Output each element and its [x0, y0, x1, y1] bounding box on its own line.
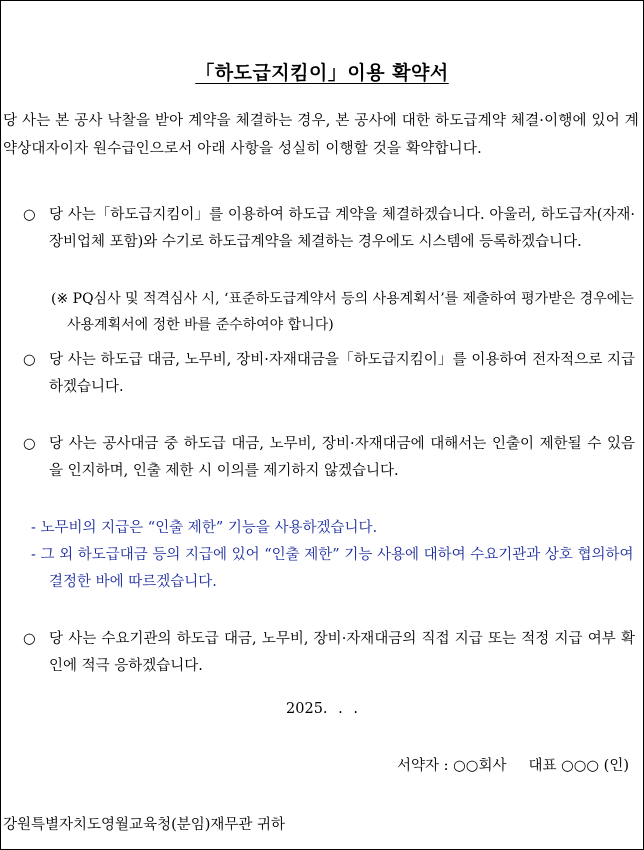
signer-label: 서약자 : ○○회사 [397, 758, 507, 774]
other-payment-sub-item: - 그 외 하도급대금 등의 지급에 있어 “인출 제한” 기능 사용에 대하여 수요기관과 상호 협의하여 결정한 바에 따르겠습니다. [31, 547, 634, 590]
pledge-item-4 [23, 626, 635, 680]
labor-cost-sub-item: - 노무비의 지급은 “인출 제한” 기능을 사용하겠습니다. [31, 520, 378, 536]
item-text: 당 사는 하도급 대금, 노무비, 장비·자재대금을「하도급지킴이」를 이용하여 전자적으로 지급하겠습니다. [49, 352, 635, 395]
item-text: 당 사는 수요기관의 하도급 대금, 노무비, 장비·자재대금의 직접 지급 또는 적정 지급 여부 확인에 적극 응하겠습니다. [49, 631, 635, 674]
signer-line [397, 754, 629, 775]
document-title: 「하도급지킴이」이용 확약서 [195, 62, 449, 84]
item-bullet: ○ [23, 207, 36, 223]
pledge-item-2 [23, 347, 635, 401]
item-bullet: ○ [23, 436, 36, 452]
pq-note: (※ PQ심사 및 적격심사 시, ‘표준하도급계약서 등의 사용계획서’를 제출하여 평가받은 경우에는 사용계획서에 정한 바를 준수하여야 합니다) [51, 291, 634, 333]
item-text: 당 사는 공사대금 중 하도급 대금, 노무비, 장비·자재대금에 대해서는 인출이 제한될 수 있음을 인지하며, 인출 제한 시 이의를 제기하지 않겠습니다. [49, 436, 635, 479]
item-bullet: ○ [23, 352, 36, 368]
pledge-date: 2025. . . [286, 701, 358, 717]
pledge-item-1 [23, 202, 635, 256]
pledge-item-3 [23, 431, 635, 485]
addressee: 강원특별자치도영월교육청(분임)재무관 귀하 [3, 817, 286, 833]
representative-seal: 대표 ○○○ (인) [528, 758, 629, 774]
item-text: 당 사는「하도급지킴이」를 이용하여 하도급 계약을 체결하겠습니다. 아울러, 하도급자(자재·장비업체 포함)와 수기로 하도급계약을 체결하는 경우에도 시스템에 등록하겠습니다. [49, 207, 635, 250]
intro-paragraph: 당 사는 본 공사 낙찰을 받아 계약을 체결하는 경우, 본 공사에 대한 하도급계약 체결·이행에 있어 계약상대자이자 원수급인으로서 아래 사항을 성실히 이행할 것을 확약합니다. [3, 113, 639, 157]
item-bullet: ○ [23, 631, 36, 647]
